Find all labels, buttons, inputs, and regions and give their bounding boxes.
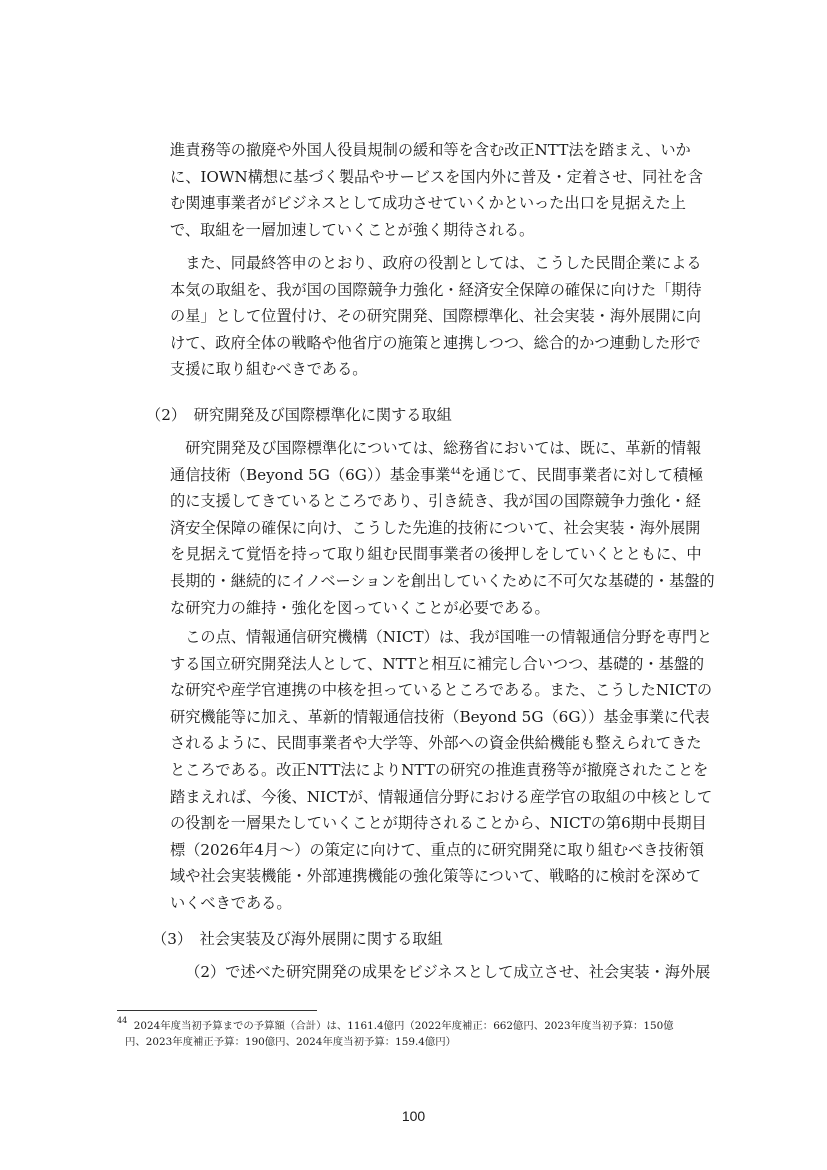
paragraph-3-text-a: 研究開発及び国際標準化については、総務省においては、既に、革新的情報通信技術（Beyond 5G（6G））基金事業 [170, 439, 702, 484]
footnote-number: 44 [117, 1016, 128, 1025]
footnote-44 [117, 1018, 717, 1050]
section-heading-2: （2） 研究開発及び国際標準化に関する取組 [146, 406, 452, 424]
paragraph-3-text-b: を通じて、民間事業者に対して積極的に支援してきているところであり、引き続き、我が国の国際競争力強化・経済安全保障の確保に向け、こうした先進的技術について、社会実装・海外展開を見据えて覚悟を持って取り組む民間事業者の後押しをしていくとともに、中長期的・継続的にイノベーションを創出していくために不可欠な基礎的・基盤的な研究力の維持・強化を図っていくことが必要である。 [170, 465, 715, 617]
paragraph-1: 進責務等の撤廃や外国人役員規制の緩和等を含む改正NTT法を踏まえ、いかに、IOWN構想に基づく製品やサービスを国内外に普及・定着させ、同社を含む関連事業者がビジネスとして成功させていくかといった出口を見据えた上で、取組を一層加速していくことが強く期待される。 [170, 141, 703, 239]
section-heading-3: （3） 社会実装及び海外展開に関する取組 [152, 930, 443, 948]
paragraph-4: この点、情報通信研究機構（NICT）は、我が国唯一の情報通信分野を専門とする国立研究開発法人として、NTTと相互に補完し合いつつ、基礎的・基盤的な研究や産学官連携の中核を担っているところである。また、こうしたNICTの研究機能等に加え、革新的情報通信技術（Beyond 5G（6G））基金事業に代表されるように、民間事業者や大学等、外部への資金供給機能も整えられてきたところである。改正NTT法によりNTTの研究の推進責務等が撤廃されたことを踏まえれば、今後、NICTが、情報通信分野における産学官の取組の中核としての役割を一層果たしていくことが期待されることから、NICTの第6期中長期目標（2026年4月～）の策定に向けて、重点的に研究開発に取り組むべき技術領域や社会実装機能・外部連携機能の強化策等について、戦略的に検討を深めていくべきである。 [170, 628, 713, 912]
footnote-reference[interactable]: 44 [450, 466, 461, 476]
footnote-line-2: 円、2023年度補正予算：190億円、2024年度当初予算：159.4億円） [125, 1036, 457, 1048]
page-number: 100 [401, 1108, 426, 1124]
footnote-divider [117, 1010, 317, 1011]
paragraph-5: （2）で述べた研究開発の成果をビジネスとして成立させ、社会実装・海外展 [185, 963, 711, 981]
footnote-line-1: 2024年度当初予算までの予算額（合計）は、1161.4億円（2022年度補正：662億円、2023年度当初予算：150億 [133, 1020, 674, 1032]
paragraph-3 [170, 435, 715, 621]
paragraph-2: また、同最終答申のとおり、政府の役割としては、こうした民間企業による本気の取組を、我が国の国際競争力強化・経済安全保障の確保に向けた「期待の星」として位置付け、その研究開発、国際標準化、社会実装・海外展開に向けて、政府全体の戦略や他省庁の施策と連携しつつ、総合的かつ連動した形で支援に取り組むべきである。 [170, 254, 702, 379]
